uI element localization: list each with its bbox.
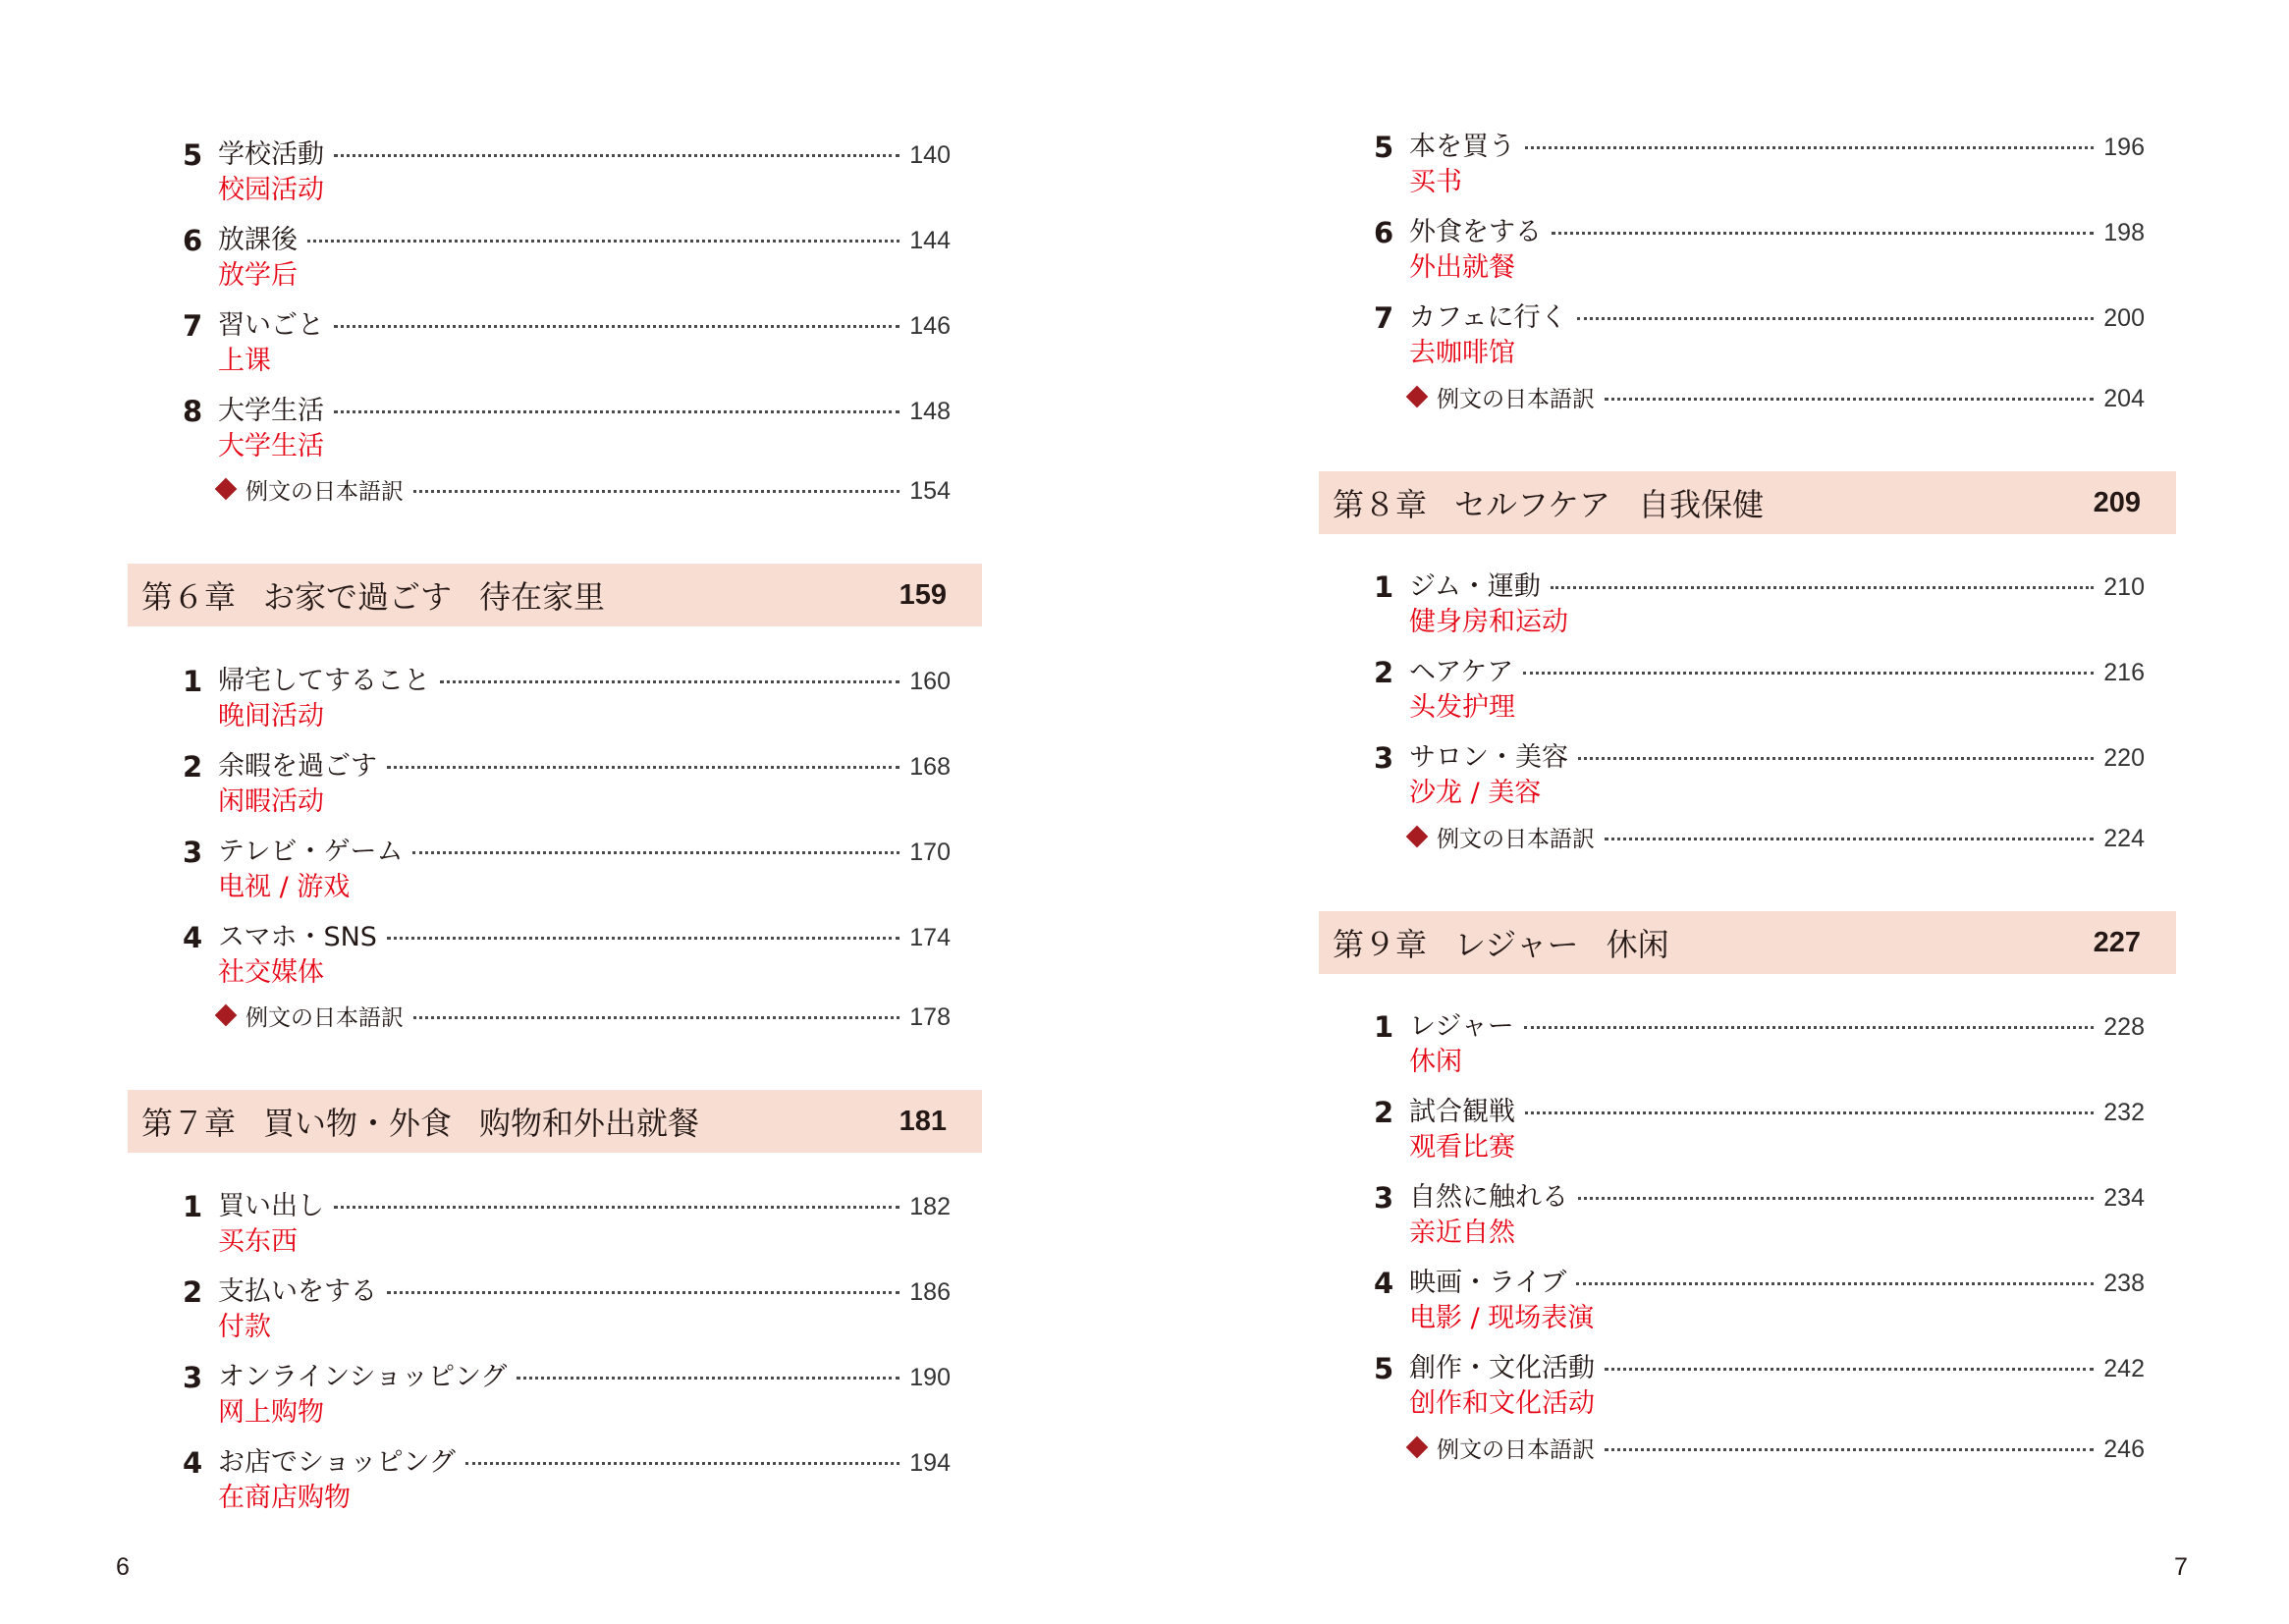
entry-page: 144: [909, 227, 951, 254]
entry-number: 3: [183, 836, 203, 869]
entry-page: 194: [909, 1449, 951, 1477]
chapter-title-zh: 待在家里: [479, 578, 606, 616]
dot-leader: [1552, 232, 2094, 235]
entry-title-jp: 買い出し: [218, 1191, 324, 1221]
entry-page: 210: [2103, 573, 2145, 601]
appendix-page: 246: [2103, 1435, 2145, 1463]
dot-leader: [1605, 1368, 2094, 1371]
entry-title-zh: 健身房和运动: [1409, 607, 1568, 637]
entry-title-zh: 买东西: [218, 1226, 298, 1257]
dot-leader: [1578, 757, 2094, 760]
dot-leader: [334, 1206, 899, 1209]
chapter-title-jp: お家で過ごす: [263, 578, 453, 616]
dot-leader: [1523, 672, 2094, 675]
dot-leader: [1525, 146, 2094, 149]
entry-page: 196: [2103, 134, 2145, 161]
chapter-title-jp: レジャー: [1454, 926, 1579, 963]
entry-title-jp: 帰宅してすること: [218, 666, 430, 696]
entry-page: 228: [2103, 1013, 2145, 1041]
chapter-heading[interactable]: [128, 564, 982, 626]
toc-entry[interactable]: [183, 920, 951, 999]
toc-entry[interactable]: [1374, 655, 2145, 733]
entry-title-zh: 晚间活动: [218, 701, 324, 731]
chapter-label: 第７章: [141, 1105, 237, 1142]
entry-title-zh: 付款: [218, 1312, 271, 1342]
dot-leader: [1524, 1026, 2094, 1029]
entry-title-jp: 創作・文化活動: [1409, 1353, 1595, 1383]
entry-page: 186: [909, 1278, 951, 1306]
toc-entry[interactable]: [183, 137, 951, 216]
entry-title-zh: 电影 / 现场表演: [1409, 1303, 1595, 1333]
chapter-title-jp: 買い物・外食: [263, 1105, 453, 1142]
entry-title-jp: 大学生活: [218, 396, 324, 426]
entry-title-jp: ジム・運動: [1409, 571, 1541, 602]
appendix-label: 例文の日本語訳: [245, 1005, 404, 1031]
toc-entry[interactable]: [1374, 569, 2145, 648]
entry-number: 5: [1374, 131, 1394, 164]
dot-leader: [413, 1016, 899, 1019]
entry-page: 146: [909, 312, 951, 340]
entry-title-zh: 电视 / 游戏: [218, 872, 351, 902]
chapter-heading[interactable]: [1319, 471, 2176, 534]
entry-number: 6: [1374, 216, 1394, 249]
entry-title-zh: 亲近自然: [1409, 1218, 1515, 1248]
toc-entry[interactable]: [1374, 1351, 2145, 1430]
toc-entry[interactable]: [183, 1445, 951, 1524]
toc-entry[interactable]: [183, 223, 951, 301]
toc-entry[interactable]: [183, 664, 951, 742]
toc-entry[interactable]: [183, 308, 951, 387]
dot-leader: [387, 766, 899, 769]
dot-leader: [412, 851, 899, 854]
appendix-entry[interactable]: [214, 473, 951, 513]
chapter-label: 第９章: [1333, 926, 1428, 963]
dot-leader: [1605, 398, 2094, 401]
entry-title-jp: 外食をする: [1409, 217, 1542, 247]
entry-title-zh: 去咖啡馆: [1409, 338, 1515, 368]
entry-number: 2: [183, 1275, 203, 1309]
entry-number: 7: [183, 309, 203, 343]
chapter-title-zh: 自我保健: [1638, 486, 1765, 523]
chapter-heading[interactable]: [128, 1090, 982, 1153]
appendix-page: 178: [909, 1003, 951, 1031]
appendix-page: 224: [2103, 825, 2145, 852]
appendix-page: 154: [909, 477, 951, 505]
entry-title-jp: 映画・ライブ: [1409, 1268, 1567, 1298]
entry-title-jp: 試合観戦: [1409, 1097, 1515, 1127]
dot-leader: [1551, 586, 2094, 589]
entry-number: 1: [1374, 1010, 1394, 1044]
toc-entry[interactable]: [1374, 130, 2145, 208]
entry-number: 4: [1374, 1267, 1394, 1300]
entry-title-zh: 观看比赛: [1409, 1132, 1515, 1163]
entry-title-jp: カフェに行く: [1409, 302, 1567, 333]
dot-leader: [334, 410, 899, 413]
entry-title-jp: スマホ・SNS: [218, 922, 377, 952]
appendix-label: 例文の日本語訳: [1437, 387, 1595, 412]
toc-entry[interactable]: [1374, 1180, 2145, 1259]
entry-title-zh: 校园活动: [218, 175, 324, 205]
dot-leader: [1605, 838, 2094, 840]
entry-title-jp: ヘアケア: [1409, 657, 1514, 687]
toc-entry[interactable]: [183, 1274, 951, 1353]
entry-title-zh: 买书: [1409, 167, 1462, 197]
chapter-page: 159: [899, 578, 947, 611]
entry-title-zh: 外出就餐: [1409, 252, 1515, 283]
entry-page: 140: [909, 141, 951, 169]
appendix-label: 例文の日本語訳: [245, 479, 404, 505]
chapter-label: 第６章: [141, 578, 237, 616]
appendix-entry[interactable]: [1405, 1432, 2145, 1471]
entry-page: 238: [2103, 1270, 2145, 1297]
entry-page: 168: [909, 753, 951, 781]
entry-title-zh: 头发护理: [1409, 692, 1515, 723]
entry-title-zh: 上课: [218, 346, 271, 376]
entry-title-zh: 放学后: [218, 260, 298, 291]
chapter-label: 第８章: [1333, 486, 1428, 523]
entry-number: 4: [183, 1446, 203, 1480]
right-page: [1145, 0, 2289, 1624]
chapter-title-zh: 休闲: [1606, 926, 1669, 963]
page-number: 7: [2174, 1553, 2188, 1581]
appendix-label: 例文の日本語訳: [1437, 827, 1595, 852]
dot-leader: [465, 1462, 899, 1465]
toc-entry[interactable]: [1374, 740, 2145, 819]
entry-title-zh: 沙龙 / 美容: [1409, 778, 1542, 808]
entry-page: 198: [2103, 219, 2145, 246]
entry-title-jp: 支払いをする: [218, 1276, 377, 1307]
entry-number: 2: [1374, 1096, 1394, 1129]
entry-page: 148: [909, 398, 951, 425]
entry-page: 170: [909, 839, 951, 866]
chapter-title-jp: セルフケア: [1454, 486, 1611, 523]
entry-title-jp: お店でショッピング: [218, 1447, 456, 1478]
dot-leader: [1525, 1111, 2094, 1114]
entry-title-jp: 習いごと: [218, 310, 324, 341]
entry-page: 190: [909, 1364, 951, 1391]
toc-entry[interactable]: [1374, 1266, 2145, 1344]
toc-entry[interactable]: [1374, 1095, 2145, 1173]
toc-entry[interactable]: [1374, 1009, 2145, 1088]
dot-leader: [307, 240, 899, 243]
entry-number: 3: [183, 1361, 203, 1394]
toc-entry[interactable]: [183, 394, 951, 472]
entry-number: 6: [183, 224, 203, 257]
left-page: [0, 0, 1144, 1624]
entry-number: 5: [1374, 1352, 1394, 1385]
dot-leader: [517, 1377, 899, 1380]
dot-leader: [1576, 1282, 2094, 1285]
entry-title-jp: テレビ・ゲーム: [218, 837, 404, 867]
entry-title-jp: レジャー: [1409, 1011, 1514, 1042]
entry-title-jp: サロン・美容: [1409, 742, 1568, 773]
diamond-icon: [1406, 1436, 1429, 1459]
diamond-icon: [1406, 826, 1429, 848]
chapter-title-zh: 购物和外出就餐: [479, 1105, 700, 1142]
appendix-label: 例文の日本語訳: [1437, 1437, 1595, 1463]
chapter-page: 181: [899, 1105, 947, 1137]
entry-page: 160: [909, 668, 951, 695]
toc-entry[interactable]: [1374, 300, 2145, 379]
entry-title-jp: 学校活動: [218, 139, 324, 170]
diamond-icon: [215, 1004, 238, 1027]
diamond-icon: [215, 478, 238, 501]
appendix-entry[interactable]: [1405, 821, 2145, 860]
entry-number: 1: [183, 1190, 203, 1223]
entry-title-zh: 在商店购物: [218, 1483, 351, 1513]
entry-title-jp: 自然に触れる: [1409, 1182, 1568, 1213]
entry-page: 174: [909, 924, 951, 951]
toc-entry[interactable]: [183, 835, 951, 913]
entry-number: 5: [183, 138, 203, 172]
entry-number: 7: [1374, 301, 1394, 335]
toc-entry[interactable]: [183, 749, 951, 828]
page-number: 6: [116, 1553, 130, 1581]
entry-title-jp: 放課後: [218, 225, 298, 255]
toc-entry[interactable]: [1374, 215, 2145, 294]
chapter-page: 209: [2093, 486, 2141, 518]
appendix-entry[interactable]: [1405, 381, 2145, 420]
dot-leader: [413, 490, 899, 493]
entry-number: 1: [1374, 570, 1394, 604]
entry-number: 8: [183, 395, 203, 428]
chapter-heading[interactable]: [1319, 911, 2176, 974]
entry-page: 220: [2103, 744, 2145, 772]
entry-number: 1: [183, 665, 203, 698]
dot-leader: [1577, 317, 2095, 320]
toc-entry[interactable]: [183, 1189, 951, 1268]
entry-number: 3: [1374, 1181, 1394, 1215]
entry-title-zh: 休闲: [1409, 1047, 1462, 1077]
appendix-page: 204: [2103, 385, 2145, 412]
entry-title-jp: 余暇を過ごす: [218, 751, 377, 782]
dot-leader: [334, 325, 899, 328]
entry-title-zh: 社交媒体: [218, 957, 324, 988]
entry-page: 200: [2103, 304, 2145, 332]
diamond-icon: [1406, 386, 1429, 408]
entry-title-zh: 闲暇活动: [218, 786, 324, 817]
dot-leader: [1605, 1448, 2094, 1451]
dot-leader: [387, 937, 899, 940]
entry-number: 2: [183, 750, 203, 784]
entry-title-zh: 大学生活: [218, 431, 324, 461]
entry-title-zh: 创作和文化活动: [1409, 1388, 1595, 1419]
chapter-page: 227: [2093, 926, 2141, 958]
entry-page: 216: [2103, 659, 2145, 686]
dot-leader: [1578, 1197, 2094, 1200]
entry-title-zh: 网上购物: [218, 1397, 324, 1428]
entry-title-jp: 本を買う: [1409, 132, 1515, 162]
dot-leader: [387, 1291, 899, 1294]
entry-page: 242: [2103, 1355, 2145, 1382]
entry-page: 232: [2103, 1099, 2145, 1126]
appendix-entry[interactable]: [214, 1000, 951, 1039]
entry-number: 4: [183, 921, 203, 954]
toc-entry[interactable]: [183, 1360, 951, 1438]
entry-number: 3: [1374, 741, 1394, 775]
entry-page: 182: [909, 1193, 951, 1220]
entry-title-jp: オンラインショッピング: [218, 1362, 508, 1392]
dot-leader: [334, 154, 899, 157]
dot-leader: [440, 680, 899, 683]
entry-number: 2: [1374, 656, 1394, 689]
entry-page: 234: [2103, 1184, 2145, 1212]
